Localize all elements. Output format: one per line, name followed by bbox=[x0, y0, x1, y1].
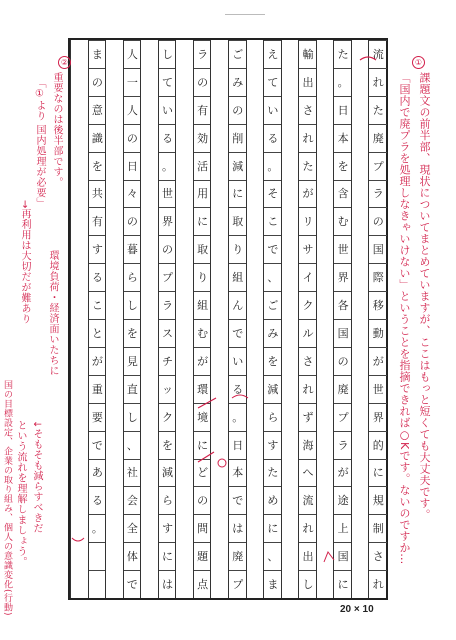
grid-cell: 流 bbox=[299, 486, 317, 514]
grid-cell: ご bbox=[229, 40, 247, 68]
note-1-followup: 「国内で廃プラを処理しなきゃいけない」ということを指摘できれば○Kです。ないのですか… bbox=[398, 72, 411, 565]
grid-cell: ク bbox=[159, 403, 177, 431]
note-3-flow: という流れを理解しましょう。 bbox=[15, 420, 26, 567]
grid-cell: す bbox=[264, 431, 282, 459]
grid-cell: 有 bbox=[194, 96, 212, 124]
grid-cell: 。 bbox=[89, 514, 107, 542]
grid-cell: ら bbox=[124, 263, 142, 291]
grid-cell: み bbox=[229, 68, 247, 96]
grid-cell: さ bbox=[299, 96, 317, 124]
grid-cell: ら bbox=[159, 486, 177, 514]
grid-cell: 問 bbox=[194, 514, 212, 542]
grid-cell: 出 bbox=[299, 542, 317, 570]
grid-cell: 規 bbox=[369, 486, 387, 514]
grid-cell: 一 bbox=[124, 68, 142, 96]
grid-cell: で bbox=[264, 235, 282, 263]
grid-cell: 上 bbox=[334, 514, 352, 542]
grid-cell: れ bbox=[299, 375, 317, 403]
grid-cell: こ bbox=[89, 291, 107, 319]
grid-cell: に bbox=[229, 180, 247, 208]
grid-cell: 日 bbox=[124, 152, 142, 180]
grid-cell: ラ bbox=[194, 40, 212, 68]
grid-cell: の bbox=[369, 207, 387, 235]
grid-cell: 識 bbox=[89, 124, 107, 152]
grid-cell: を bbox=[124, 319, 142, 347]
grid-cell: さ bbox=[369, 542, 387, 570]
grid-cell: あ bbox=[89, 459, 107, 487]
grid-cell: そ bbox=[264, 180, 282, 208]
grid-cell: 。 bbox=[159, 152, 177, 180]
grid-cell: 組 bbox=[194, 291, 212, 319]
grid-cell: ど bbox=[194, 459, 212, 487]
note-2-text: 重要なのは後半部です。 bbox=[51, 72, 62, 188]
grid-cell: の bbox=[334, 347, 352, 375]
grid-cell: 的 bbox=[369, 431, 387, 459]
grid-cell: 。 bbox=[334, 68, 352, 96]
grid-cell: の bbox=[229, 96, 247, 124]
grid-cell: こ bbox=[264, 207, 282, 235]
grid-cell: 、 bbox=[264, 263, 282, 291]
grid-cell: 活 bbox=[194, 152, 212, 180]
grid-cell: さ bbox=[299, 347, 317, 375]
grid-cell: ん bbox=[229, 291, 247, 319]
grid-cell: 社 bbox=[124, 459, 142, 487]
grid-cell: に bbox=[334, 570, 352, 598]
grid-cell: し bbox=[159, 40, 177, 68]
grid-cell: 用 bbox=[194, 180, 212, 208]
grid-cell: 界 bbox=[159, 207, 177, 235]
grid-cell: 国 bbox=[369, 235, 387, 263]
grid-cell: れ bbox=[369, 68, 387, 96]
grid-cell: 本 bbox=[229, 459, 247, 487]
grid-cell: 々 bbox=[124, 180, 142, 208]
grid-cell: 暮 bbox=[124, 235, 142, 263]
grid-cell: 減 bbox=[229, 152, 247, 180]
grid-cell: で bbox=[124, 570, 142, 598]
grid-cell: 廃 bbox=[334, 375, 352, 403]
grid-cell: 世 bbox=[159, 180, 177, 208]
grid-cell: 見 bbox=[124, 347, 142, 375]
grid-cell: し bbox=[299, 570, 317, 598]
grid-cell: れ bbox=[299, 124, 317, 152]
grid-cell: を bbox=[264, 347, 282, 375]
grid-cell: た bbox=[369, 96, 387, 124]
grid-cell: 動 bbox=[369, 319, 387, 347]
grid-cell: 世 bbox=[369, 375, 387, 403]
grid-cell: が bbox=[299, 180, 317, 208]
grid-cell: は bbox=[159, 570, 177, 598]
grid-cell: れ bbox=[299, 514, 317, 542]
grid-cell: 。 bbox=[264, 152, 282, 180]
grid-cell: す bbox=[89, 235, 107, 263]
grid-cell: ラ bbox=[369, 180, 387, 208]
grid-cell: で bbox=[229, 486, 247, 514]
grid-cell: り bbox=[194, 263, 212, 291]
grid-cell: ス bbox=[159, 319, 177, 347]
grid-cell: 組 bbox=[229, 263, 247, 291]
grid-cell: い bbox=[264, 96, 282, 124]
grid-cell: に bbox=[369, 459, 387, 487]
grid-cell: ラ bbox=[334, 431, 352, 459]
grid-cell: す bbox=[159, 514, 177, 542]
grid-cell: 共 bbox=[89, 180, 107, 208]
grid-cell: の bbox=[159, 235, 177, 263]
grid-cell: 取 bbox=[194, 235, 212, 263]
grid-cell: へ bbox=[299, 459, 317, 487]
grid-cell: え bbox=[264, 40, 282, 68]
grid-cell: 、 bbox=[124, 431, 142, 459]
grid-cell: ル bbox=[299, 319, 317, 347]
grid-cell: が bbox=[369, 347, 387, 375]
grid-cell: 意 bbox=[89, 96, 107, 124]
grid-cell: プ bbox=[334, 403, 352, 431]
grid-cell: 廃 bbox=[229, 542, 247, 570]
grid-cell: 要 bbox=[89, 403, 107, 431]
grid-cell: 移 bbox=[369, 291, 387, 319]
grid-cell: れ bbox=[369, 570, 387, 598]
grid-cell: で bbox=[89, 431, 107, 459]
grid-cell: 途 bbox=[334, 486, 352, 514]
grid-cell: に bbox=[264, 514, 282, 542]
grid-cell: 界 bbox=[334, 263, 352, 291]
grid-cell: 減 bbox=[264, 375, 282, 403]
grid-cell: み bbox=[264, 319, 282, 347]
grid-cell: の bbox=[124, 124, 142, 152]
grid-cell: た bbox=[334, 40, 352, 68]
grid-cell: い bbox=[159, 96, 177, 124]
grid-cell: 、 bbox=[264, 542, 282, 570]
grid-cell: 界 bbox=[369, 403, 387, 431]
grid-cell: 際 bbox=[369, 263, 387, 291]
grid-cell: を bbox=[334, 152, 352, 180]
grid-cell: 。 bbox=[229, 403, 247, 431]
grid-cell: 輸 bbox=[299, 40, 317, 68]
grid-cell: 日 bbox=[229, 431, 247, 459]
grid-cell: 廃 bbox=[369, 124, 387, 152]
grid-cell: ク bbox=[299, 291, 317, 319]
grid-cell: ご bbox=[264, 291, 282, 319]
grid-cell: ら bbox=[264, 403, 282, 431]
grid-cell: 重 bbox=[89, 375, 107, 403]
grid-cell: る bbox=[89, 486, 107, 514]
grid-cell: を bbox=[159, 431, 177, 459]
grid-cell: 点 bbox=[194, 570, 212, 598]
grid-cell: に bbox=[194, 207, 212, 235]
grid-cell: い bbox=[229, 347, 247, 375]
grid-cell: 世 bbox=[334, 235, 352, 263]
grid-cell: 人 bbox=[124, 40, 142, 68]
grid-cell: を bbox=[89, 152, 107, 180]
grid-cell: プ bbox=[369, 152, 387, 180]
grid-cell: リ bbox=[299, 207, 317, 235]
note-1-number: ① bbox=[412, 56, 425, 69]
note-2-point-a: 「①より 国内処理が必要」 bbox=[34, 78, 45, 209]
note-4-text: 国の目標設定、企業の取り組み、個人の意識変化(行動) bbox=[2, 380, 12, 617]
grid-cell: て bbox=[264, 68, 282, 96]
grid-cell: イ bbox=[299, 263, 317, 291]
grid-cell: 日 bbox=[334, 96, 352, 124]
grid-cell: む bbox=[334, 207, 352, 235]
grid-size-label: 20 × 10 bbox=[340, 604, 374, 615]
grid-cell: 会 bbox=[124, 486, 142, 514]
grid-cell: プ bbox=[229, 570, 247, 598]
grid-cell: 取 bbox=[229, 207, 247, 235]
grid-cell: る bbox=[159, 124, 177, 152]
grid-cell: 題 bbox=[194, 542, 212, 570]
grid-cell: 体 bbox=[124, 542, 142, 570]
grid-cell: り bbox=[229, 235, 247, 263]
grid-cell: ラ bbox=[159, 291, 177, 319]
grid-cell: 減 bbox=[159, 459, 177, 487]
grid-cell: の bbox=[194, 68, 212, 96]
grid-cell: が bbox=[194, 347, 212, 375]
grid-cell: し bbox=[124, 403, 142, 431]
grid-cell: ま bbox=[264, 570, 282, 598]
grid-cell: る bbox=[264, 124, 282, 152]
grid-cell: る bbox=[89, 263, 107, 291]
grid-cell: に bbox=[194, 431, 212, 459]
grid-cell: ッ bbox=[159, 375, 177, 403]
grid-cell: 国 bbox=[334, 542, 352, 570]
note-2-point-b: →再利用は大切だが難あり bbox=[19, 200, 30, 325]
grid-cell: の bbox=[124, 207, 142, 235]
grid-cell: 直 bbox=[124, 375, 142, 403]
grid-cell: と bbox=[89, 319, 107, 347]
grid-cell: た bbox=[264, 459, 282, 487]
grid-cell: 効 bbox=[194, 124, 212, 152]
grid-cell: 海 bbox=[299, 431, 317, 459]
grid-cell: む bbox=[194, 319, 212, 347]
grid-cell: 制 bbox=[369, 514, 387, 542]
grid-cell: 全 bbox=[124, 514, 142, 542]
grid-cell: プ bbox=[159, 263, 177, 291]
grid-cell: し bbox=[124, 291, 142, 319]
grid-cell: 流 bbox=[369, 40, 387, 68]
grid-cell: 境 bbox=[194, 403, 212, 431]
grid-cell: で bbox=[229, 319, 247, 347]
grid-cell: が bbox=[89, 347, 107, 375]
grid-cell: の bbox=[194, 486, 212, 514]
grid-cell: サ bbox=[299, 235, 317, 263]
grid-cell: た bbox=[299, 152, 317, 180]
grid-cell: ず bbox=[299, 403, 317, 431]
grid-cell: 本 bbox=[334, 124, 352, 152]
grid-cell: て bbox=[159, 68, 177, 96]
grid-cell: 削 bbox=[229, 124, 247, 152]
grid-cell: 環 bbox=[194, 375, 212, 403]
grid-cell: る bbox=[229, 375, 247, 403]
grid-cell: は bbox=[229, 514, 247, 542]
grid-cell: め bbox=[264, 486, 282, 514]
grid-cell: チ bbox=[159, 347, 177, 375]
grid-cell: 国 bbox=[334, 319, 352, 347]
grid-cell: の bbox=[89, 68, 107, 96]
grid-cell: が bbox=[334, 459, 352, 487]
note-3-arrow: ↓そもそも減らすべきだ bbox=[31, 420, 42, 534]
note-1-text: 課題文の前半部、現状についてまとめていますが、ここはもっと短くても大丈夫です。 bbox=[418, 72, 431, 521]
grid-cell: 人 bbox=[124, 96, 142, 124]
note-2-number: ② bbox=[58, 56, 71, 69]
grid-cell: 有 bbox=[89, 207, 107, 235]
grid-cell: に bbox=[159, 542, 177, 570]
grid-cell: ま bbox=[89, 40, 107, 68]
grid-cell: 出 bbox=[299, 68, 317, 96]
note-3-text: 環境負荷・経済面いたちに bbox=[47, 250, 58, 376]
grid-cell: 含 bbox=[334, 180, 352, 208]
grid-cell: 各 bbox=[334, 291, 352, 319]
